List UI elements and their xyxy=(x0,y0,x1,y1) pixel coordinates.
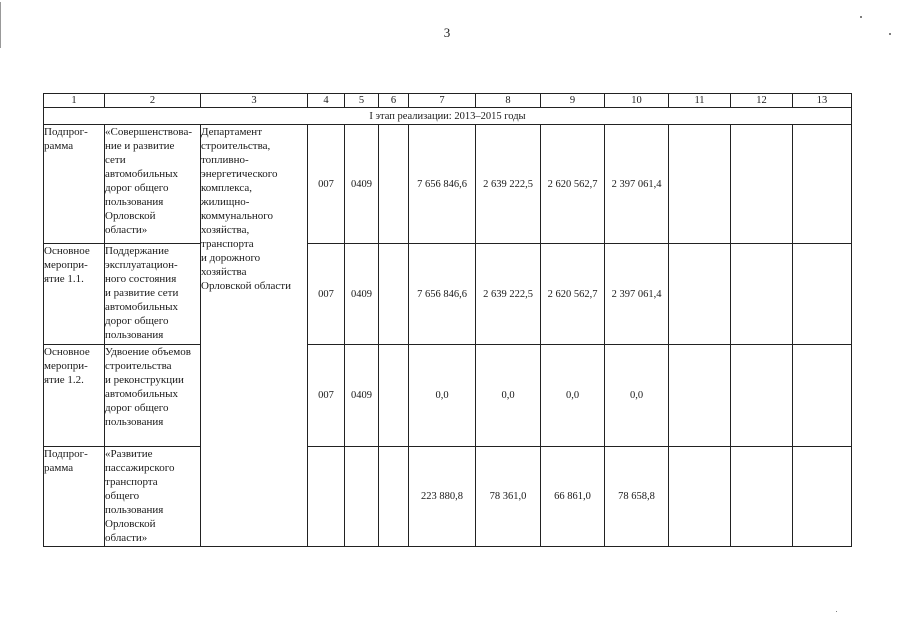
value-cell-8: 2 639 222,5 xyxy=(476,125,541,244)
empty-cell xyxy=(793,345,852,447)
empty-cell xyxy=(379,447,409,547)
table-row xyxy=(44,244,852,345)
value-cell-9: 0,0 xyxy=(541,345,605,447)
header-cell-5: 5 xyxy=(345,94,379,108)
empty-cell xyxy=(379,244,409,345)
empty-cell xyxy=(669,447,731,547)
header-cell-13: 13 xyxy=(793,94,852,108)
stage-label: I этап реализации: 2013–2015 годы xyxy=(44,108,852,125)
scan-edge-mark xyxy=(0,2,1,48)
header-cell-12: 12 xyxy=(731,94,793,108)
code-cell-5: 0409 xyxy=(345,244,379,345)
value-cell-10: 78 658,8 xyxy=(605,447,669,547)
code-cell-5: 0409 xyxy=(345,345,379,447)
value-cell-10: 2 397 061,4 xyxy=(605,244,669,345)
responsible-cell: Департамент строительства, топливно- энергетического комплекса, жилищно- коммунального хозяйства, транспорта и дорожного хозяйства Орловской области xyxy=(201,125,308,547)
table-row xyxy=(44,447,852,547)
program-table xyxy=(43,93,852,547)
value-cell-8: 0,0 xyxy=(476,345,541,447)
empty-cell xyxy=(731,345,793,447)
row-type-cell: Подпрог- рамма xyxy=(44,125,105,244)
empty-cell xyxy=(669,244,731,345)
value-cell-9: 66 861,0 xyxy=(541,447,605,547)
header-cell-1: 1 xyxy=(44,94,105,108)
empty-cell xyxy=(793,125,852,244)
value-cell-9: 2 620 562,7 xyxy=(541,244,605,345)
empty-cell xyxy=(379,125,409,244)
empty-cell xyxy=(793,447,852,547)
empty-cell xyxy=(669,125,731,244)
value-cell-7: 7 656 846,6 xyxy=(409,125,476,244)
table-row xyxy=(44,345,852,447)
row-name-cell: «Развитие пассажирского транспорта общего пользования Орловской области» xyxy=(105,447,201,547)
empty-cell xyxy=(731,244,793,345)
table-row xyxy=(44,125,852,244)
row-type-cell: Подпрог- рамма xyxy=(44,447,105,547)
empty-cell xyxy=(731,447,793,547)
code-cell-5: 0409 xyxy=(345,125,379,244)
value-cell-7: 0,0 xyxy=(409,345,476,447)
stage-row xyxy=(44,108,852,125)
row-name-cell: Удвоение объемов строительства и реконструкции автомобильных дорог общего пользования xyxy=(105,345,201,447)
empty-cell xyxy=(308,447,345,547)
scan-dot xyxy=(836,611,837,612)
page-number: 3 xyxy=(443,25,451,40)
header-cell-3: 3 xyxy=(201,94,308,108)
code-cell-4: 007 xyxy=(308,244,345,345)
empty-cell xyxy=(669,345,731,447)
value-cell-7: 223 880,8 xyxy=(409,447,476,547)
header-cell-6: 6 xyxy=(379,94,409,108)
empty-cell xyxy=(793,244,852,345)
column-number-row xyxy=(44,94,852,108)
row-type-cell: Основное меропри- ятие 1.2. xyxy=(44,345,105,447)
header-cell-7: 7 xyxy=(409,94,476,108)
header-cell-11: 11 xyxy=(669,94,731,108)
header-cell-4: 4 xyxy=(308,94,345,108)
header-cell-2: 2 xyxy=(105,94,201,108)
header-cell-8: 8 xyxy=(476,94,541,108)
empty-cell xyxy=(345,447,379,547)
scan-dot xyxy=(860,16,862,18)
row-name-cell: «Совершенствова- ние и развитие сети автомобильных дорог общего пользования Орловской области» xyxy=(105,125,201,244)
value-cell-7: 7 656 846,6 xyxy=(409,244,476,345)
empty-cell xyxy=(731,125,793,244)
code-cell-4: 007 xyxy=(308,345,345,447)
value-cell-8: 78 361,0 xyxy=(476,447,541,547)
header-cell-10: 10 xyxy=(605,94,669,108)
value-cell-8: 2 639 222,5 xyxy=(476,244,541,345)
scan-dot xyxy=(889,33,891,35)
value-cell-10: 0,0 xyxy=(605,345,669,447)
code-cell-4: 007 xyxy=(308,125,345,244)
row-type-cell: Основное меропри- ятие 1.1. xyxy=(44,244,105,345)
value-cell-9: 2 620 562,7 xyxy=(541,125,605,244)
empty-cell xyxy=(379,345,409,447)
value-cell-10: 2 397 061,4 xyxy=(605,125,669,244)
row-name-cell: Поддержание эксплуатацион- ного состояния и развитие сети автомобильных дорог общего пользования xyxy=(105,244,201,345)
header-cell-9: 9 xyxy=(541,94,605,108)
